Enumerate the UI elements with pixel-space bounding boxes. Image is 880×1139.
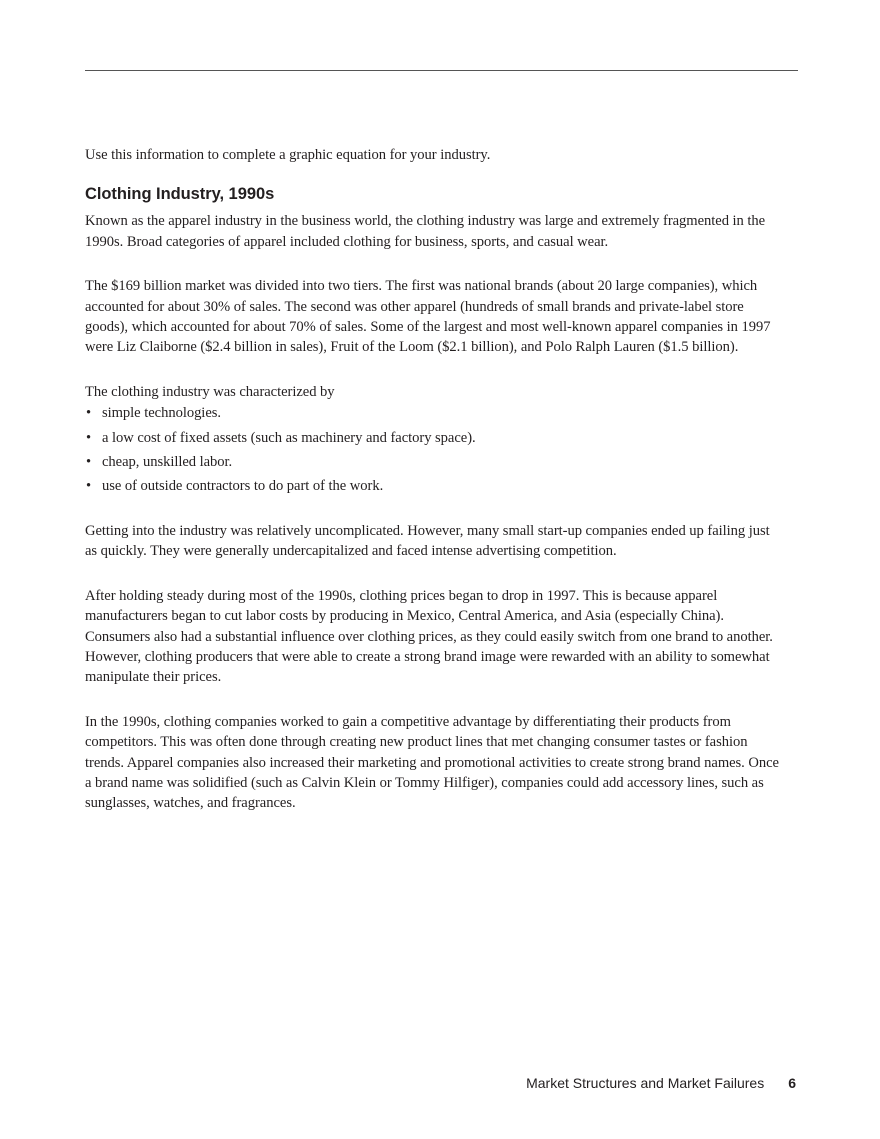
paragraph-characteristics-intro: The clothing industry was characterized by [85, 383, 335, 400]
paragraph-prices: After holding steady during most of the 1990s, clothing prices began to drop in 1997. This is because apparel manufacturers began to cut labor costs by producing in Mexico, Central America, and Asia (especially China). Consumers also had a substantial influence over clothing prices, as they could easily switch from one brand to another. However, clothing producers that were able to create a strong brand image were rewarded with an ability to somewhat manipulate their prices. [85, 587, 773, 686]
footer-title: Market Structures and Market Failures [526, 1075, 765, 1091]
intro-text: Use this information to complete a graphic equation for your industry. [85, 147, 491, 163]
page-body [85, 145, 785, 838]
page-footer [526, 1074, 796, 1092]
bullet-icon: • [86, 454, 92, 471]
list-item-text: cheap, unskilled labor. [102, 454, 233, 471]
bullet-icon: • [86, 405, 92, 422]
characteristics-list [85, 403, 785, 497]
page-number: 6 [788, 1075, 796, 1091]
bullet-icon: • [86, 478, 92, 495]
header-rule [85, 70, 798, 71]
paragraph-competition: In the 1990s, clothing companies worked to gain a competitive advantage by differentiating their products from competitors. This was often done through creating new product lines that met changing consumer tastes or fashion trends. Apparel companies also increased their marketing and promotional activities to create strong brand names. Once a brand name was solidified (such as Calvin Klein or Tommy Hilfiger), companies could add accessory lines, such as sunglasses, watches, and fragrances. [85, 713, 779, 812]
bullet-icon: • [86, 429, 92, 446]
paragraph-overview: Known as the apparel industry in the business world, the clothing industry was large and extremely fragmented in the 1990s. Broad categories of apparel included clothing for business, sports, and casual wear. [85, 213, 766, 250]
list-item [85, 403, 785, 423]
paragraph-market-tiers: The $169 billion market was divided into two tiers. The first was national brands (about 20 large companies), which accounted for about 30% of sales. The second was other apparel (hundreds of small brands and private-label store goods), which accounted for about 70% of sales. Some of the largest and most well-known apparel companies in 1997 were Liz Claiborne ($2.4 billion in sales), Fruit of the Loom ($2.1 billion), and Polo Ralph Lauren ($1.5 billion). [85, 278, 771, 356]
section-heading: Clothing Industry, 1990s [85, 185, 275, 204]
list-item-text: simple technologies. [102, 405, 221, 422]
list-item [85, 452, 785, 472]
list-item [85, 428, 785, 448]
list-item [85, 476, 785, 496]
list-item-text: a low cost of fixed assets (such as machinery and factory space). [102, 429, 476, 446]
list-item-text: use of outside contractors to do part of the work. [102, 478, 384, 495]
paragraph-entry: Getting into the industry was relatively uncomplicated. However, many small start-up companies ended up failing just as quickly. They were generally undercapitalized and faced intense advertising competition. [85, 522, 770, 560]
